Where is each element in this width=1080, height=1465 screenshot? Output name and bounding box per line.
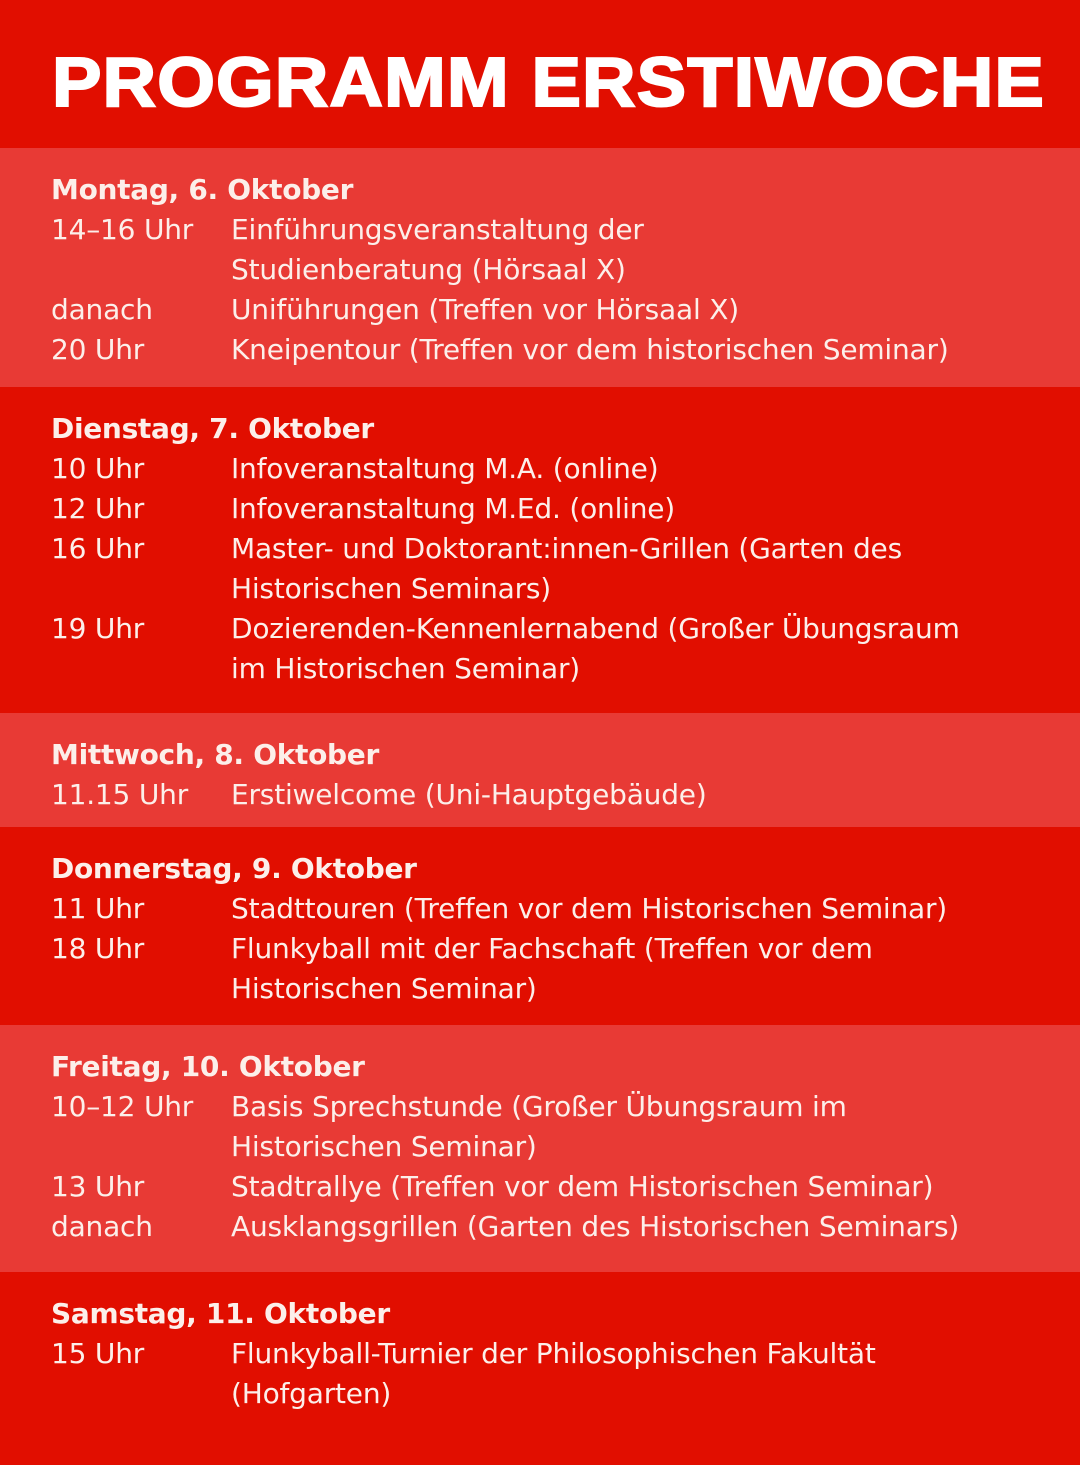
event-row: [51, 529, 1080, 609]
event-description: [231, 1087, 847, 1167]
event-description-line: Stadttouren (Treffen vor dem Historischen Seminar): [231, 892, 948, 925]
day-heading: Montag, 6. Oktober: [51, 173, 354, 206]
day-section: [0, 713, 1080, 827]
event-description: [231, 889, 947, 929]
event-description: [231, 290, 739, 330]
event-time: danach: [51, 1210, 153, 1243]
day-section: [0, 387, 1080, 713]
event-time: 11 Uhr: [51, 892, 145, 925]
event-time: 16 Uhr: [51, 532, 145, 565]
event-time: 19 Uhr: [51, 612, 145, 645]
event-row: [51, 1167, 1080, 1207]
day-section: [0, 1025, 1080, 1272]
event-description-line: Dozierenden-Kennenlernabend (Großer Übungsraum: [231, 612, 960, 645]
event-description: [231, 529, 902, 609]
day-section: [0, 1272, 1080, 1465]
header: [0, 0, 1080, 148]
event-description: [231, 929, 873, 1009]
event-description-line: im Historischen Seminar): [231, 652, 580, 685]
event-description-line: Historischen Seminar): [231, 972, 537, 1005]
event-row: [51, 609, 1080, 689]
event-description-line: Historischen Seminars): [231, 572, 552, 605]
day-heading: Mittwoch, 8. Oktober: [51, 738, 380, 771]
event-row: [51, 1087, 1080, 1167]
event-time: 12 Uhr: [51, 492, 145, 525]
event-description: [231, 775, 707, 815]
event-time: 10 Uhr: [51, 452, 145, 485]
event-description-line: Flunkyball-Turnier der Philosophischen Fakultät: [231, 1337, 876, 1370]
event-row: [51, 889, 1080, 929]
event-description-line: Uniführungen (Treffen vor Hörsaal X): [231, 293, 739, 326]
event-description-line: Studienberatung (Hörsaal X): [231, 253, 626, 286]
day-heading: Samstag, 11. Oktober: [51, 1297, 390, 1330]
day-heading: Dienstag, 7. Oktober: [51, 412, 374, 445]
event-row: [51, 210, 1080, 290]
event-description: [231, 1334, 876, 1414]
event-time: 15 Uhr: [51, 1337, 145, 1370]
event-time: 11.15 Uhr: [51, 778, 189, 811]
day-heading: Donnerstag, 9. Oktober: [51, 852, 417, 885]
event-row: [51, 1207, 1080, 1247]
event-description: [231, 1207, 959, 1247]
event-description-line: (Hofgarten): [231, 1377, 392, 1410]
event-row: [51, 489, 1080, 529]
event-description-line: Ausklangsgrillen (Garten des Historischen Seminars): [231, 1210, 960, 1243]
event-description-line: Einführungsveranstaltung der: [231, 213, 644, 246]
day-section: [0, 827, 1080, 1025]
event-time: 18 Uhr: [51, 932, 145, 965]
event-description-line: Stadtrallye (Treffen vor dem Historischen Seminar): [231, 1170, 934, 1203]
event-description-line: Flunkyball mit der Fachschaft (Treffen vor dem: [231, 932, 873, 965]
event-description: [231, 210, 644, 290]
event-time: 10–12 Uhr: [51, 1090, 194, 1123]
event-description: [231, 489, 675, 529]
event-time: 20 Uhr: [51, 333, 145, 366]
event-time: danach: [51, 293, 153, 326]
event-row: [51, 330, 1080, 370]
page-title: PROGRAMM ERSTIWOCHE: [52, 43, 1045, 121]
event-description-line: Infoveranstaltung M.A. (online): [231, 452, 659, 485]
day-section: [0, 148, 1080, 387]
event-description-line: Master- und Doktorant:innen-Grillen (Garten des: [231, 532, 902, 565]
event-description: [231, 609, 960, 689]
event-description: [231, 330, 949, 370]
day-heading: Freitag, 10. Oktober: [51, 1050, 365, 1083]
event-description: [231, 449, 658, 489]
event-description-line: Kneipentour (Treffen vor dem historischen Seminar): [231, 333, 949, 366]
event-description: [231, 1167, 933, 1207]
event-description-line: Infoveranstaltung M.Ed. (online): [231, 492, 676, 525]
event-description-line: Basis Sprechstunde (Großer Übungsraum im: [231, 1090, 847, 1123]
event-description-line: Erstiwelcome (Uni-Hauptgebäude): [231, 778, 707, 811]
event-description-line: Historischen Seminar): [231, 1130, 537, 1163]
event-row: [51, 290, 1080, 330]
event-row: [51, 929, 1080, 1009]
event-row: [51, 775, 1080, 815]
event-row: [51, 1334, 1080, 1414]
event-time: 14–16 Uhr: [51, 213, 194, 246]
schedule: [0, 148, 1080, 1465]
event-row: [51, 449, 1080, 489]
event-time: 13 Uhr: [51, 1170, 145, 1203]
